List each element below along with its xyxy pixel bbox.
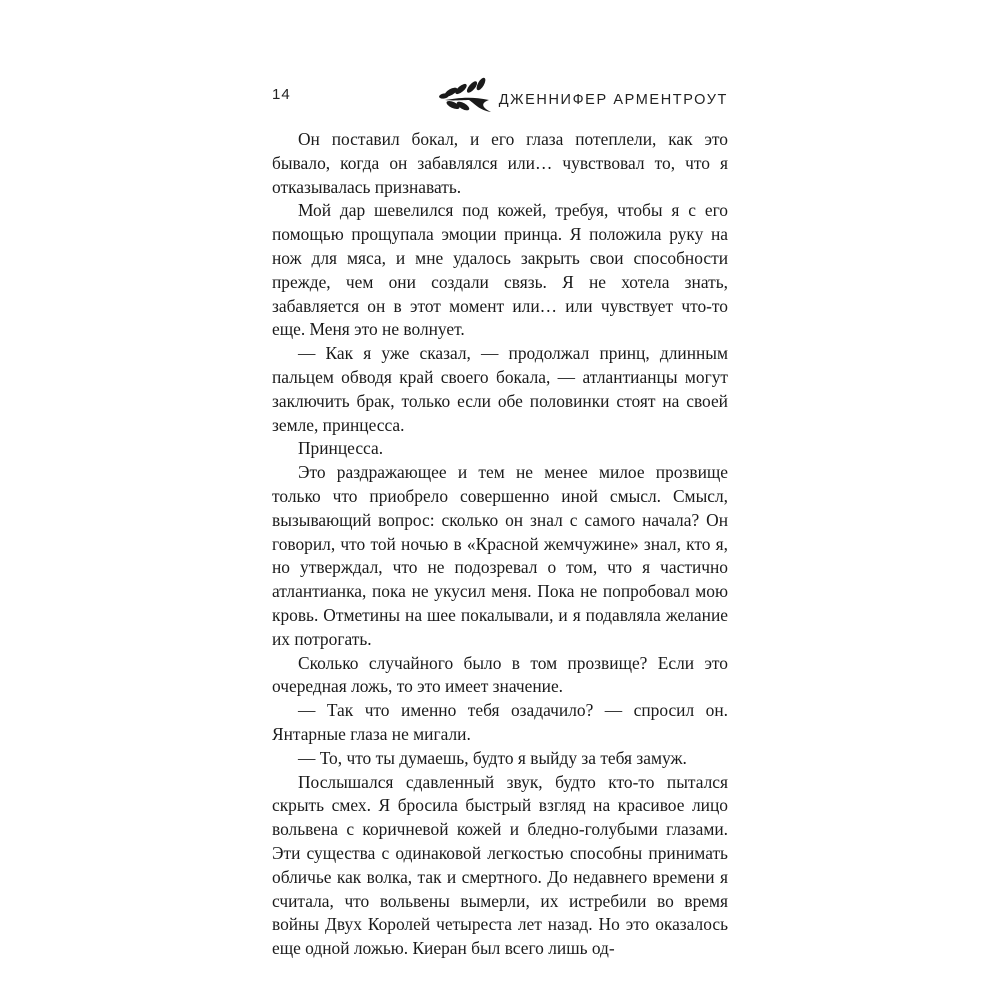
- paragraph: Сколько случайного было в том прозвище? Если это очередная ложь, то это имеет значение.: [272, 652, 728, 697]
- paragraph: Мой дар шевелился под кожей, требуя, чтобы я с его помощью прощупала эмоции принца. Я положила руку на нож для мяса, и мне удалось закрыть свои способности прежде, чем они создали связь. Я не хотела знать, забавляется он в этот момент или… или чувствует что-то еще. Меня это не волнует.: [272, 200, 728, 340]
- page-number: 14: [272, 86, 291, 103]
- paragraph: — Так что именно тебя озадачило? — спросил он. Янтарные глаза не мигали.: [272, 700, 728, 744]
- paragraph: Он поставил бокал, и его глаза потеплели, как это бывало, когда он забавлялся или… чувствовал то, что я отказывалась признавать.: [272, 129, 728, 197]
- author-name: ДЖЕННИФЕР АРМЕНТРОУТ: [498, 92, 728, 108]
- body-text: [272, 128, 728, 961]
- paragraph: Послышался сдавленный звук, будто кто-то пытался скрыть смех. Я бросила быстрый взгляд на красивое лицо вольвена с коричневой кожей и бледно-голубыми глазами. Эти существа с одинаковой легкостью способны принимать обличье как волка, так и смертного. До недавнего времени я считала, что вольвены вымерли, их истребили во время войны Двух Королей четыреста лет назад. Но это оказалось еще одной ложью. Киеран был всего лишь од-: [272, 771, 728, 959]
- paragraph: Это раздражающее и тем не менее милое прозвище только что приобрело совершенно иной смысл. Смысл, вызывающий вопрос: сколько он знал с самого начала? Он говорил, что той ночью в «Красной жемчужине» знал, кто я, но утверждал, что не подозревал о том, что я частично атлантианка, пока не укусил меня. Пока не попробовал мою кровь. Отметины на шее покалывали, и я подавляла желание их потрогать.: [272, 462, 728, 649]
- paragraph: Принцесса.: [298, 438, 384, 459]
- paragraph: — Как я уже сказал, — продолжал принц, длинным пальцем обводя край своего бокала, — атлантианцы могут заключить брак, только если обе половинки стоят на своей земле, принцесса.: [272, 343, 728, 435]
- paragraph: — То, что ты думаешь, будто я выйду за тебя замуж.: [298, 747, 687, 768]
- running-head: [439, 70, 728, 114]
- laurel-branch-icon: [439, 70, 495, 114]
